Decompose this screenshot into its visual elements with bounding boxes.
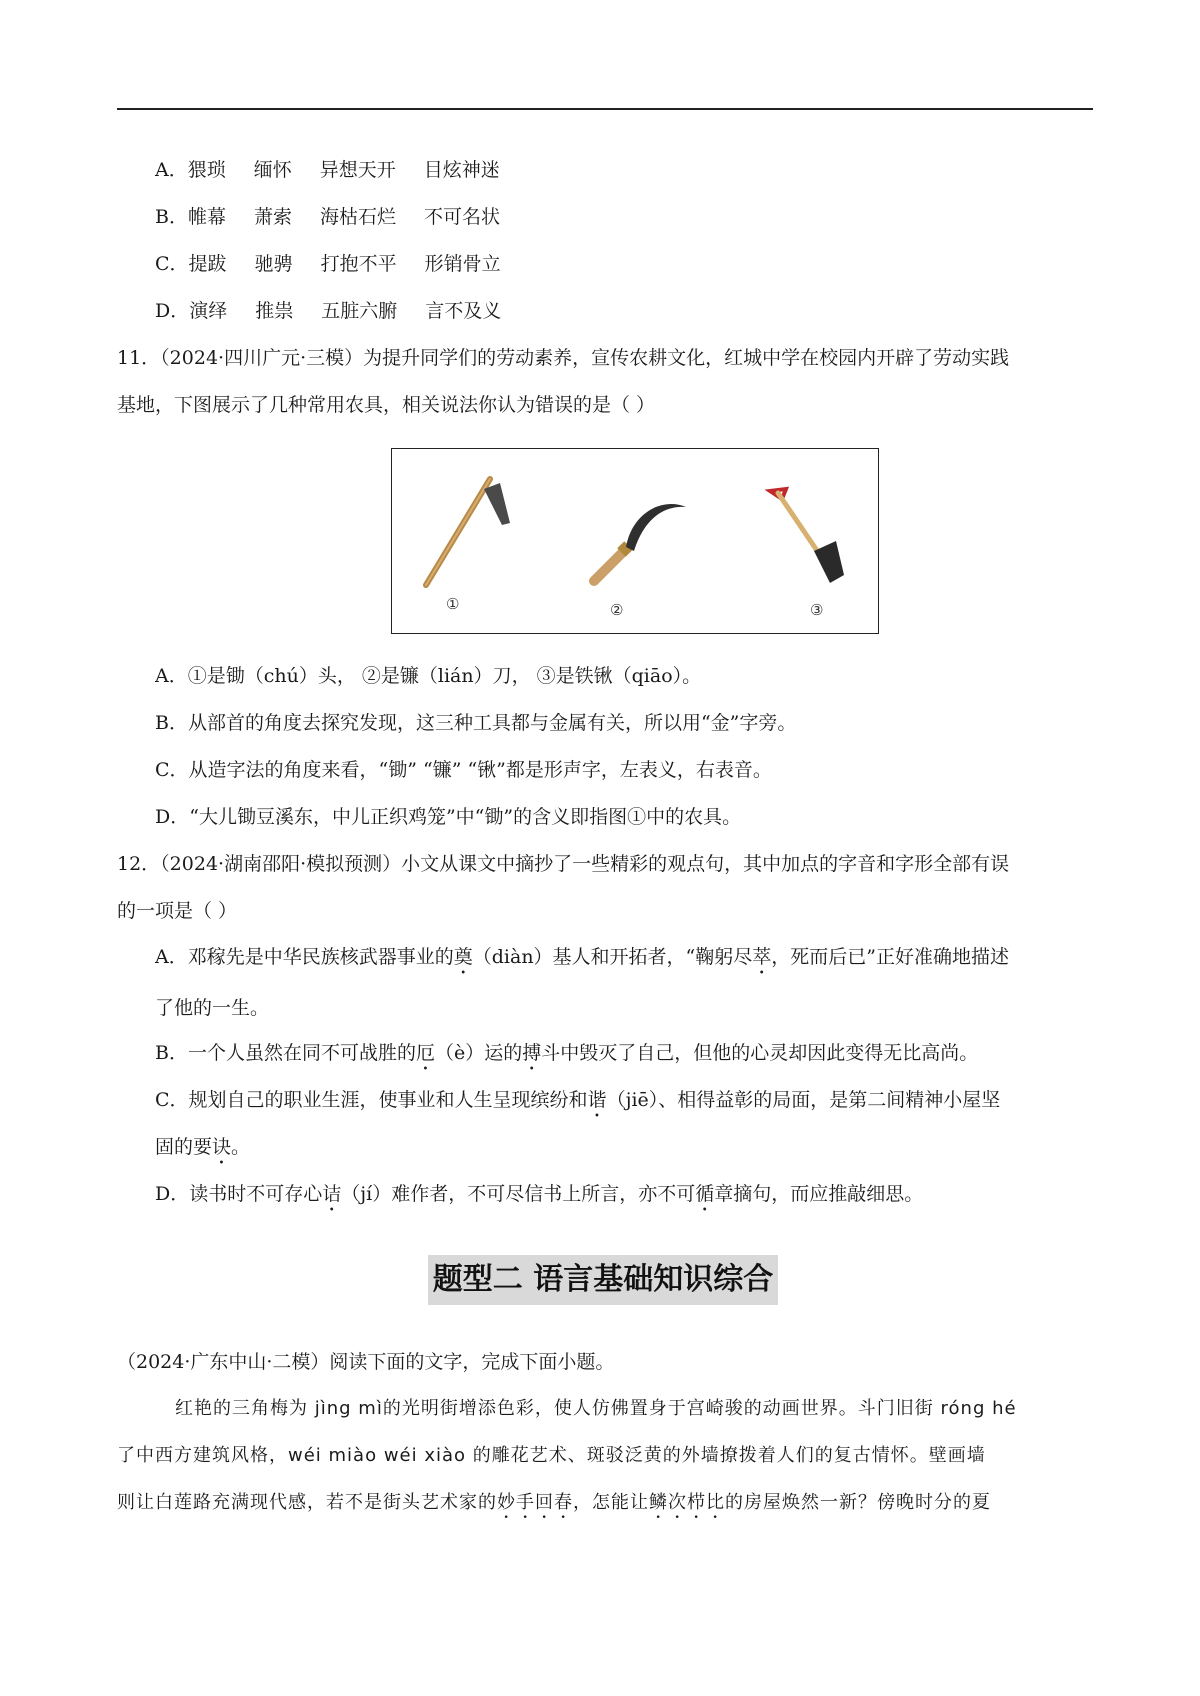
- q12-option-b: B．一个人虽然在同不可战胜的厄（è）运的搏斗中毁灭了自己，但他的心灵却因此变得无比高尚。: [155, 1042, 979, 1064]
- q12-option-c: C．规划自己的职业生涯，使事业和人生呈现缤纷和谐（jiē）、相得益彰的局面，是第二间精神小屋坚: [155, 1089, 1001, 1111]
- passage-line-1: 红艳的三角梅为 jìng mì的光明街增添色彩，使人仿佛置身于宫崎骏的动画世界。斗门旧街 róng hé: [175, 1398, 1017, 1419]
- sickle-image: [582, 493, 702, 593]
- passage-source: （2024·广东中山·二模）阅读下面的文字，完成下面小题。: [117, 1351, 615, 1373]
- q12-stem-line1: 12．（2024·湖南邵阳·模拟预测）小文从课文中摘抄了一些精彩的观点句，其中加点的字音和字形全部有误: [117, 853, 1010, 875]
- q11-option-b: B．从部首的角度去探究发现，这三种工具都与金属有关，所以用“金”字旁。: [155, 712, 797, 734]
- figure-label-1: ①: [446, 595, 460, 613]
- shovel-image: [764, 483, 854, 593]
- hoe-image: [412, 473, 522, 593]
- q11-stem-line2: 基地，下图展示了几种常用农具，相关说法你认为错误的是（ ）: [117, 394, 656, 416]
- farm-tools-figure: [391, 448, 879, 634]
- q11-stem-line1: 11．（2024·四川广元·三模）为提升同学们的劳动素养，宣传农耕文化，红城中学在校园内开辟了劳动实践: [117, 347, 1010, 369]
- header-rule: [117, 108, 1093, 110]
- figure-label-2: ②: [610, 601, 624, 619]
- section-title: 题型二 语言基础知识综合: [428, 1255, 778, 1305]
- q10-option-d: D．演绎 推祟 五脏六腑 言不及义: [155, 300, 502, 322]
- q12-option-a-cont: 了他的一生。: [155, 997, 270, 1019]
- q12-option-c-cont: 固的要诀。: [155, 1136, 251, 1158]
- q12-option-d: D．读书时不可存心诘（jí）难作者，不可尽信书上所言，亦不可循章摘句，而应推敲细思。: [155, 1183, 924, 1205]
- q11-option-d: D．“大儿锄豆溪东，中儿正织鸡笼”中“锄”的含义即指图①中的农具。: [155, 806, 742, 828]
- q12-option-a: A．邓稼先是中华民族核武器事业的奠（diàn）基人和开拓者，“鞠躬尽萃，死而后已”正好准确地描述: [155, 946, 1010, 968]
- q10-option-a: A．猥琐 缅怀 异想天开 目炫神迷: [155, 159, 500, 181]
- q10-option-c: C．提跋 驰骋 打抱不平 形销骨立: [155, 253, 501, 275]
- q11-option-a: A．①是锄（chú）头， ②是镰（lián）刀， ③是铁锹（qiāo）。: [155, 665, 702, 687]
- passage-line-2: 了中西方建筑风格，wéi miào wéi xiào 的雕花艺术、斑驳泛黄的外墙撩拨着人们的复古情怀。壁画墙: [117, 1445, 986, 1466]
- q10-option-b: B．帷幕 萧索 海枯石烂 不可名状: [155, 206, 501, 228]
- q12-stem-line2: 的一项是（ ）: [117, 900, 238, 922]
- passage-line-3: 则让白莲路充满现代感，若不是街头艺术家的妙手回春，怎能让鳞次栉比的房屋焕然一新？傍晚时分的夏: [117, 1492, 991, 1513]
- figure-label-3: ③: [810, 601, 824, 619]
- q11-option-c: C．从造字法的角度来看，“锄” “镰” “锹”都是形声字，左表义，右表音。: [155, 759, 772, 781]
